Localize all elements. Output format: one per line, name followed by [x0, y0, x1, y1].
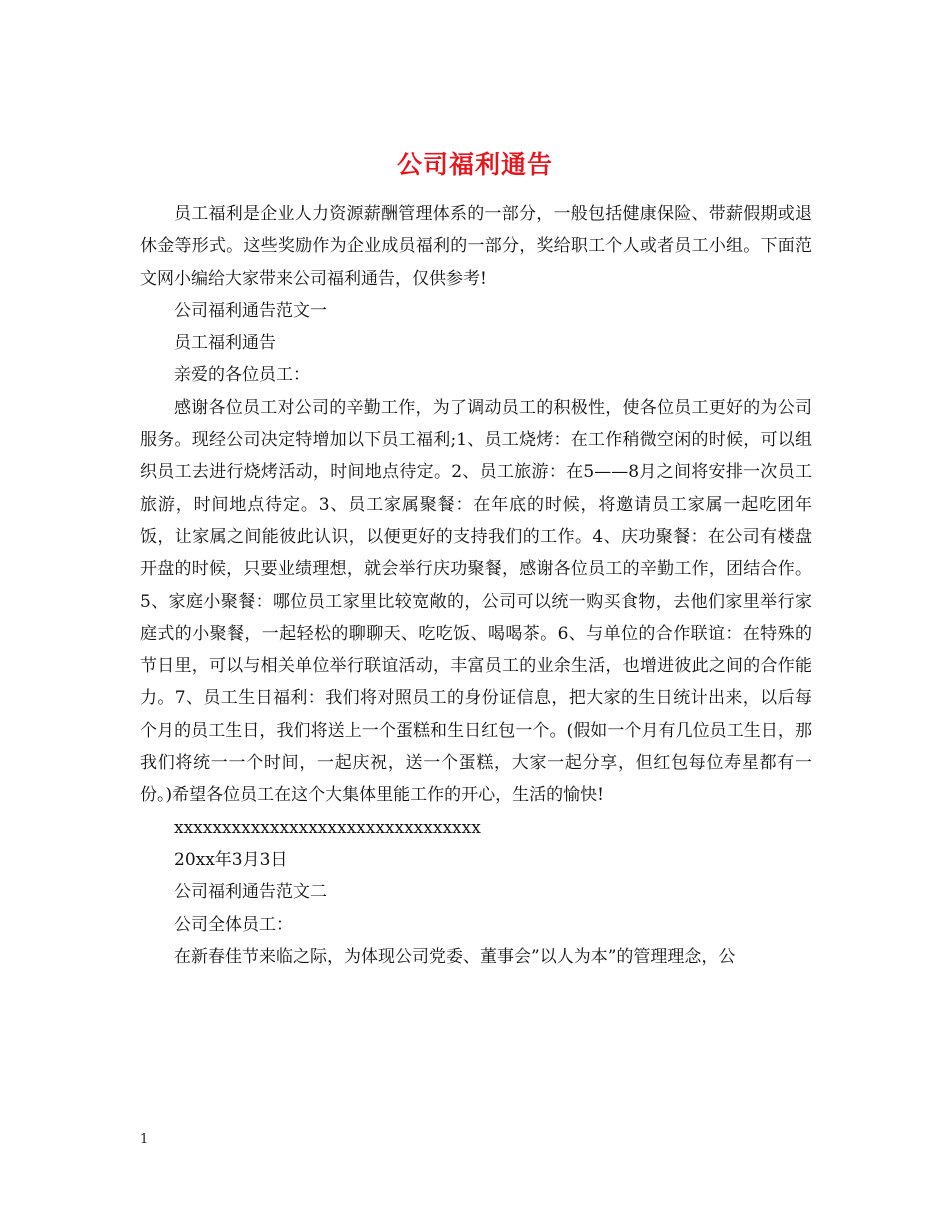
- signature-line: xxxxxxxxxxxxxxxxxxxxxxxxxxxxxxxx: [174, 817, 481, 838]
- date-line: 20xx年3月3日: [174, 849, 288, 870]
- salutation: 亲爱的各位员工：: [174, 365, 310, 386]
- sample-two-opening: 在新春佳节来临之际，为体现公司党委、董事会”以人为本”的管理理念，公: [174, 946, 736, 967]
- welfare-list-paragraph: 感谢各位员工对公司的辛勤工作，为了调动员工的积极性，使各位员工更好的为公司服务。现经公司决定特增加以下员工福利;1、员工烧烤：在工作稍微空闲的时候，可以组织员工去进行烧烤活动，时间地点待定。2、员工旅游：在5——8月之间将安排一次员工旅游，时间地点待定。3、员工家属聚餐：在年底的时候，将邀请员工家属一起吃团年饭，让家属之间能彼此认识，以便更好的支持我们的工作。4、庆功聚餐：在公司有楼盘开盘的时候，只要业绩理想，就会举行庆功聚餐，感谢各位员工的辛勤工作，团结合作。5、家庭小聚餐：哪位员工家里比较宽敞的，公司可以统一购买食物，去他们家里举行家庭式的小聚餐，一起轻松的聊聊天、吃吃饭、喝喝茶。6、与单位的合作联谊：在特殊的节日里，可以与相关单位举行联谊活动，丰富员工的业余生活，也增进彼此之间的合作能力。7、员工生日福利：我们将对照员工的身份证信息，把大家的生日统计出来，以后每个月的员工生日，我们将送上一个蛋糕和生日红包一个。(假如一个月有几位员工生日，那我们将统一一个时间，一起庆祝，送一个蛋糕，大家一起分享，但红包每位寿星都有一份。)希望各位员工在这个大集体里能工作的开心，生活的愉快!: [140, 397, 812, 806]
- salutation-two: 公司全体员工：: [174, 914, 293, 935]
- document-title: 公司福利通告: [396, 149, 553, 179]
- sample-two-heading: 公司福利通告范文二: [174, 882, 327, 903]
- intro-paragraph: 员工福利是企业人力资源薪酬管理体系的一部分，一般包括健康保险、带薪假期或退休金等形式。这些奖励作为企业成员福利的一部分，奖给职工个人或者员工小组。下面范文网小编给大家带来公司福利通告，仅供参考!: [140, 204, 812, 289]
- notice-title: 员工福利通告: [174, 333, 276, 354]
- page-number: 1: [140, 1132, 149, 1147]
- sample-one-heading: 公司福利通告范文一: [174, 300, 327, 321]
- document-body: [140, 198, 812, 973]
